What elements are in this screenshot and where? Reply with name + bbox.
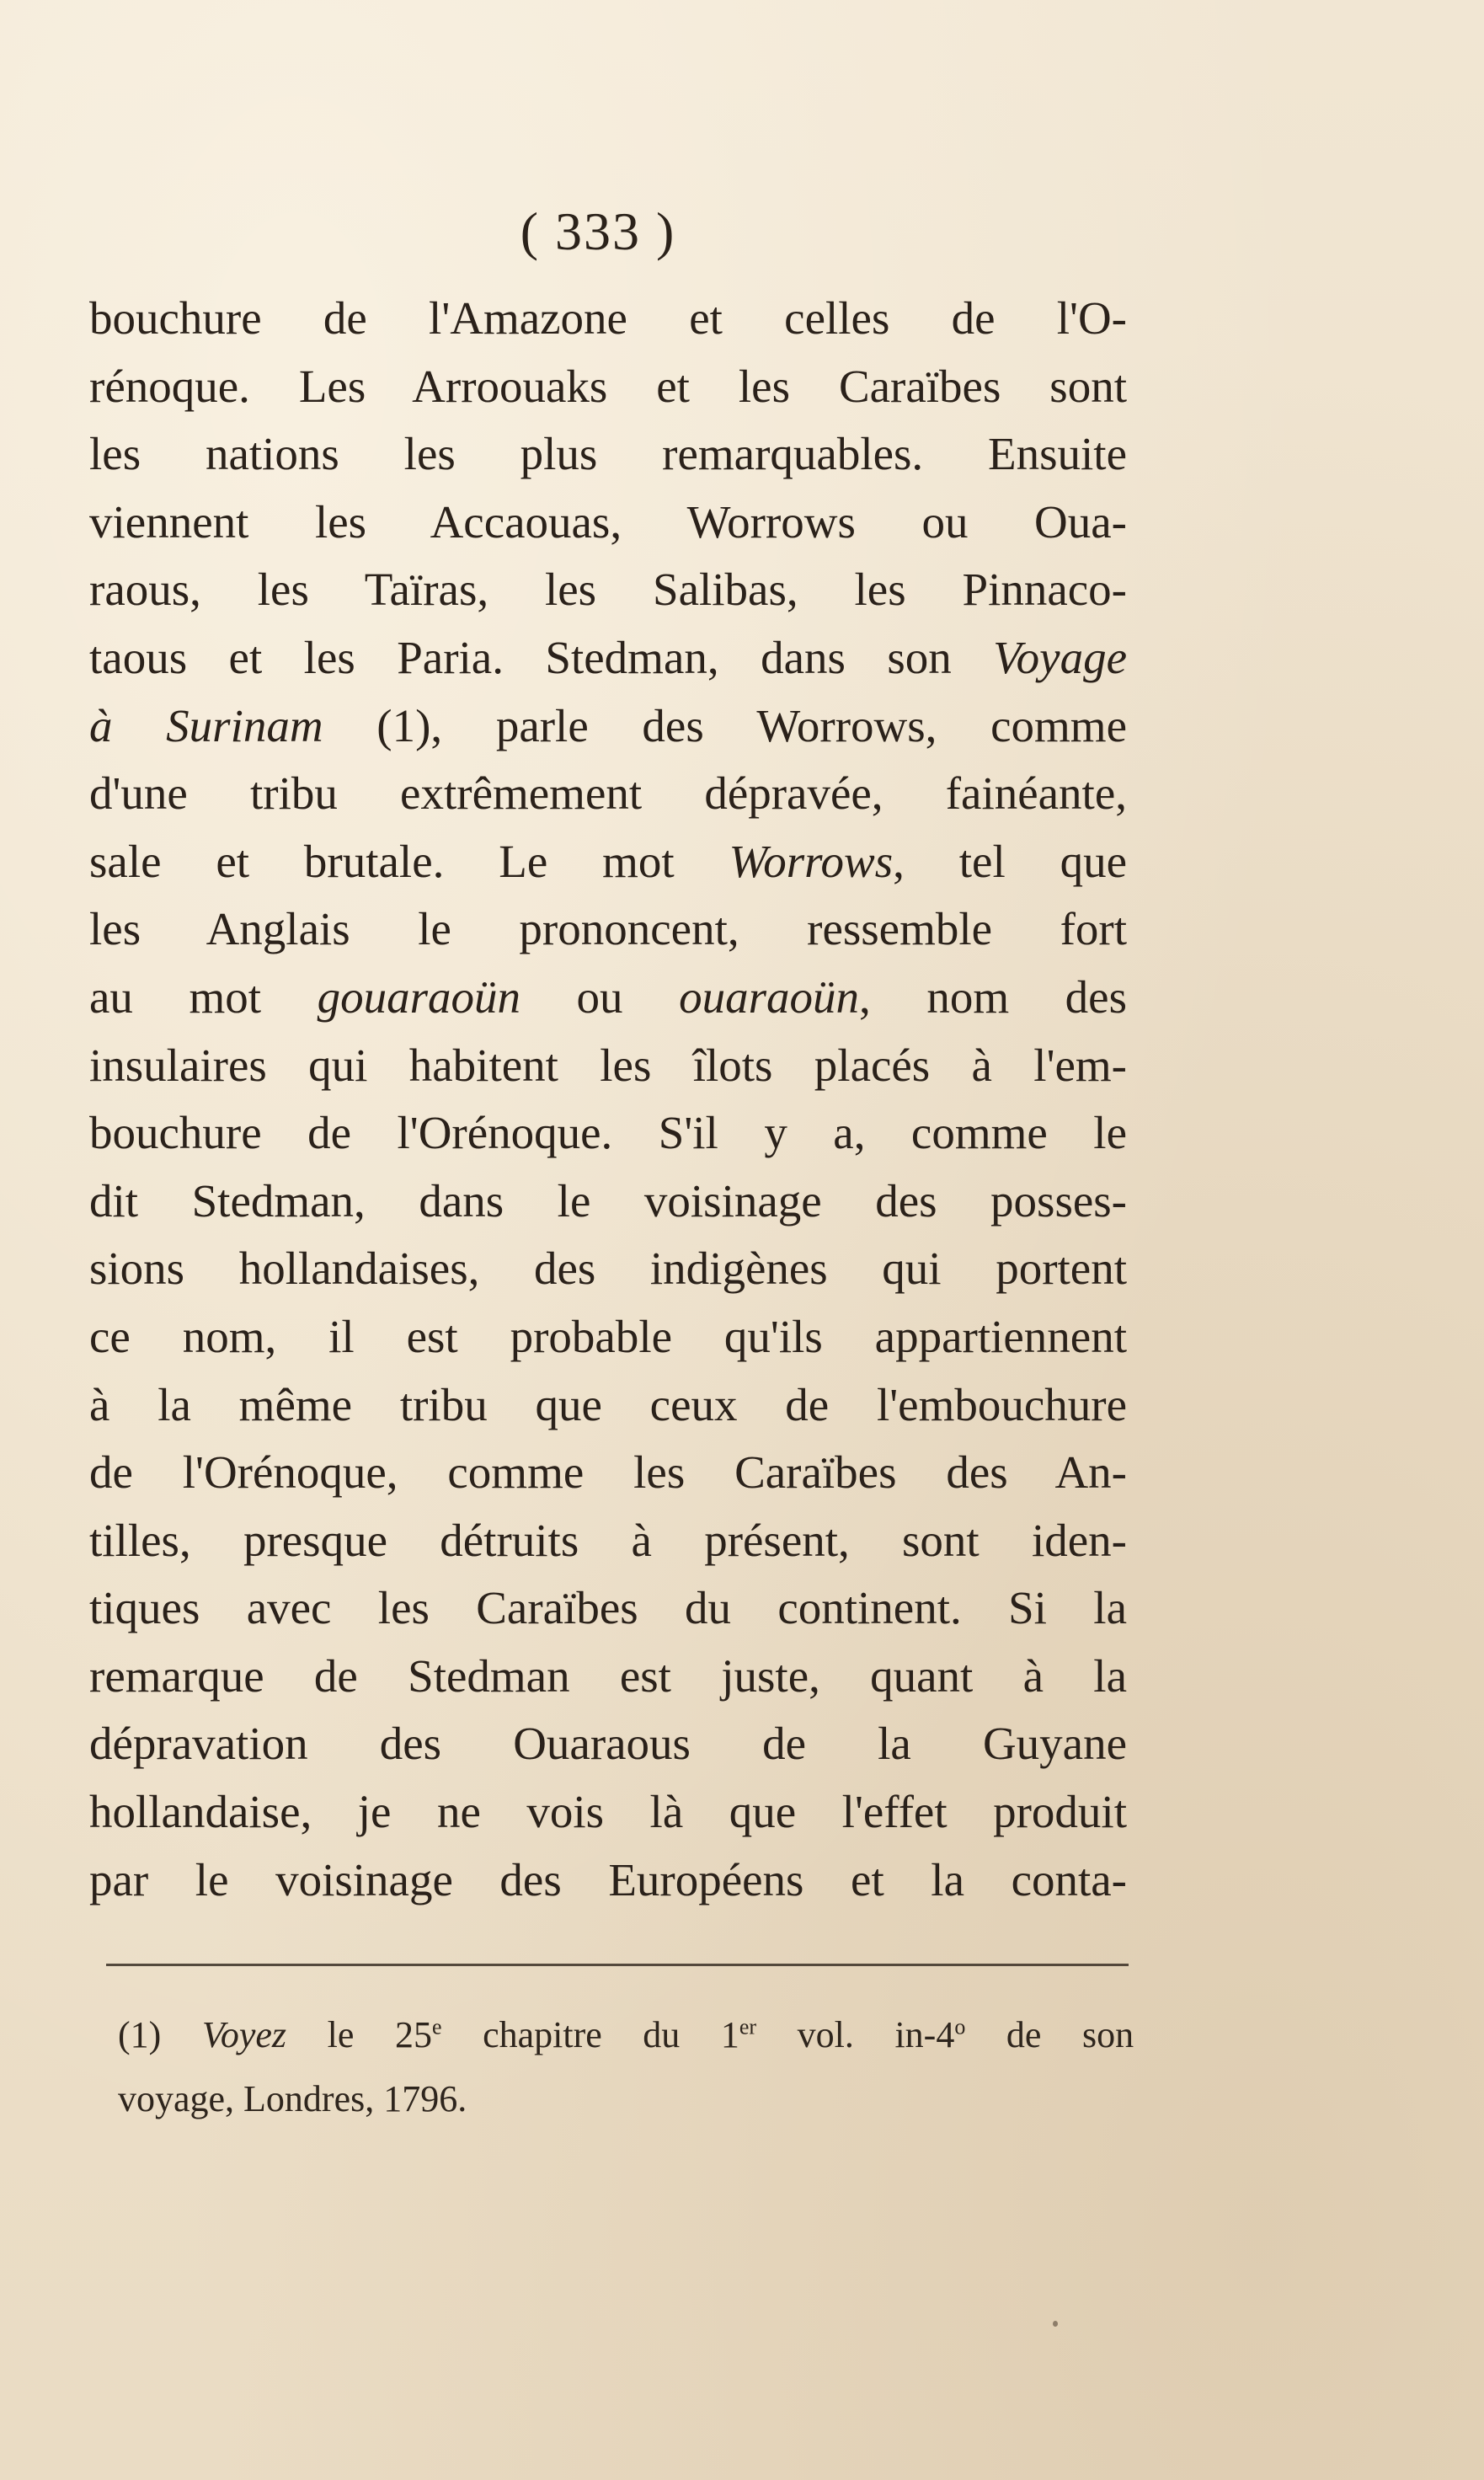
text-line [89, 285, 1127, 353]
text-line [89, 624, 1127, 692]
text-segment: taous et les Paria. Stedman, dans son [89, 631, 994, 683]
footnote-line: voyage, Londres, 1796. [118, 2078, 467, 2119]
text-segment: Worrows [729, 835, 894, 887]
text-segment: dit Stedman, dans le voisinage des posses- [89, 1174, 1127, 1227]
text-segment: bouchure de l'Orénoque. S'il y a, comme le [89, 1107, 1127, 1159]
text-line [89, 1235, 1127, 1303]
text-segment: au mot [89, 970, 318, 1023]
text-line [89, 1847, 1127, 1915]
text-line [89, 1710, 1127, 1778]
text-segment: raous, les Taïras, les Salibas, les Pinnaco- [89, 564, 1127, 616]
footnote-text: vol. [797, 2014, 854, 2055]
text-line [89, 1507, 1127, 1575]
text-segment: gouaraoün [317, 970, 520, 1023]
text-segment: de l'Orénoque, comme les Caraïbes des An- [89, 1446, 1127, 1499]
text-line [89, 1439, 1127, 1507]
text-segment: tiques avec les Caraïbes du continent. Si la [89, 1582, 1127, 1634]
text-line [89, 1778, 1127, 1847]
text-segment: hollandaise, je ne vois là que l'effet produit [89, 1786, 1127, 1838]
text-segment: , tel que [893, 835, 1127, 887]
footnote-text: Voyez [201, 2014, 287, 2055]
text-segment: les nations les plus remarquables. Ensuite [89, 428, 1127, 480]
footnote-marker: (1) [118, 2014, 162, 2055]
text-segment: par le voisinage des Européens et la conta- [89, 1853, 1127, 1905]
text-line [89, 420, 1127, 489]
text-segment: (1), parle des Worrows, comme [323, 699, 1127, 751]
text-line [89, 1168, 1127, 1236]
footnotes [118, 2003, 1134, 2131]
text-segment: sions hollandaises, des indigènes qui portent [89, 1243, 1127, 1295]
text-segment: d'une tribu extrêmement dépravée, fainéante, [89, 767, 1127, 820]
footnote-text: de son [1006, 2014, 1134, 2055]
text-segment: , nom des [859, 970, 1127, 1023]
text-line [89, 1574, 1127, 1643]
text-line [89, 489, 1127, 557]
text-line [89, 964, 1127, 1032]
text-segment: tilles, presque détruits à présent, sont iden- [89, 1514, 1127, 1566]
text-line [89, 1303, 1127, 1371]
text-line [89, 353, 1127, 421]
text-line [89, 556, 1127, 624]
footnote-rule [106, 1964, 1129, 1966]
text-segment: Voyage [993, 631, 1127, 683]
text-line [89, 1099, 1127, 1168]
footnote-text: in-4$^o$ [894, 2014, 966, 2055]
footnote-text: le [327, 2014, 355, 2055]
text-segment: sale et brutale. Le mot [89, 835, 729, 887]
text-segment: à la même tribu que ceux de l'embouchure [89, 1378, 1127, 1430]
text-segment: ce nom, il est probable qu'ils appartiennent [89, 1310, 1127, 1362]
footnote-text: 1er [720, 2014, 757, 2055]
text-segment: insulaires qui habitent les îlots placés à l'em- [89, 1039, 1127, 1091]
text-line [89, 1032, 1127, 1100]
text-line [89, 828, 1127, 896]
footnote-text: 25e [394, 2014, 442, 2055]
body-text [89, 285, 1127, 1914]
page-number: ( 333 ) [520, 201, 676, 261]
text-segment: remarque de Stedman est juste, quant à la [89, 1649, 1127, 1702]
text-line [89, 895, 1127, 964]
text-line [89, 1643, 1127, 1711]
text-segment: dépravation des Ouaraous de la Guyane [89, 1718, 1127, 1770]
text-segment: ouaraoün [679, 970, 860, 1023]
footnote-line [118, 2003, 1134, 2067]
text-segment: rénoque. Les Arroouaks et les Caraïbes sont [89, 360, 1127, 412]
text-segment: les Anglais le prononcent, ressemble fort [89, 903, 1127, 955]
paper-speck [1053, 2321, 1058, 2327]
text-segment: viennent les Accaouas, Worrows ou Oua- [89, 495, 1127, 548]
text-line [89, 692, 1127, 761]
text-line [89, 1371, 1127, 1440]
footnote-text: chapitre du [483, 2014, 681, 2055]
text-line [89, 760, 1127, 828]
text-segment: à Surinam [89, 699, 323, 751]
text-segment: ou [520, 970, 680, 1023]
text-segment: bouchure de l'Amazone et celles de l'O- [89, 292, 1127, 344]
